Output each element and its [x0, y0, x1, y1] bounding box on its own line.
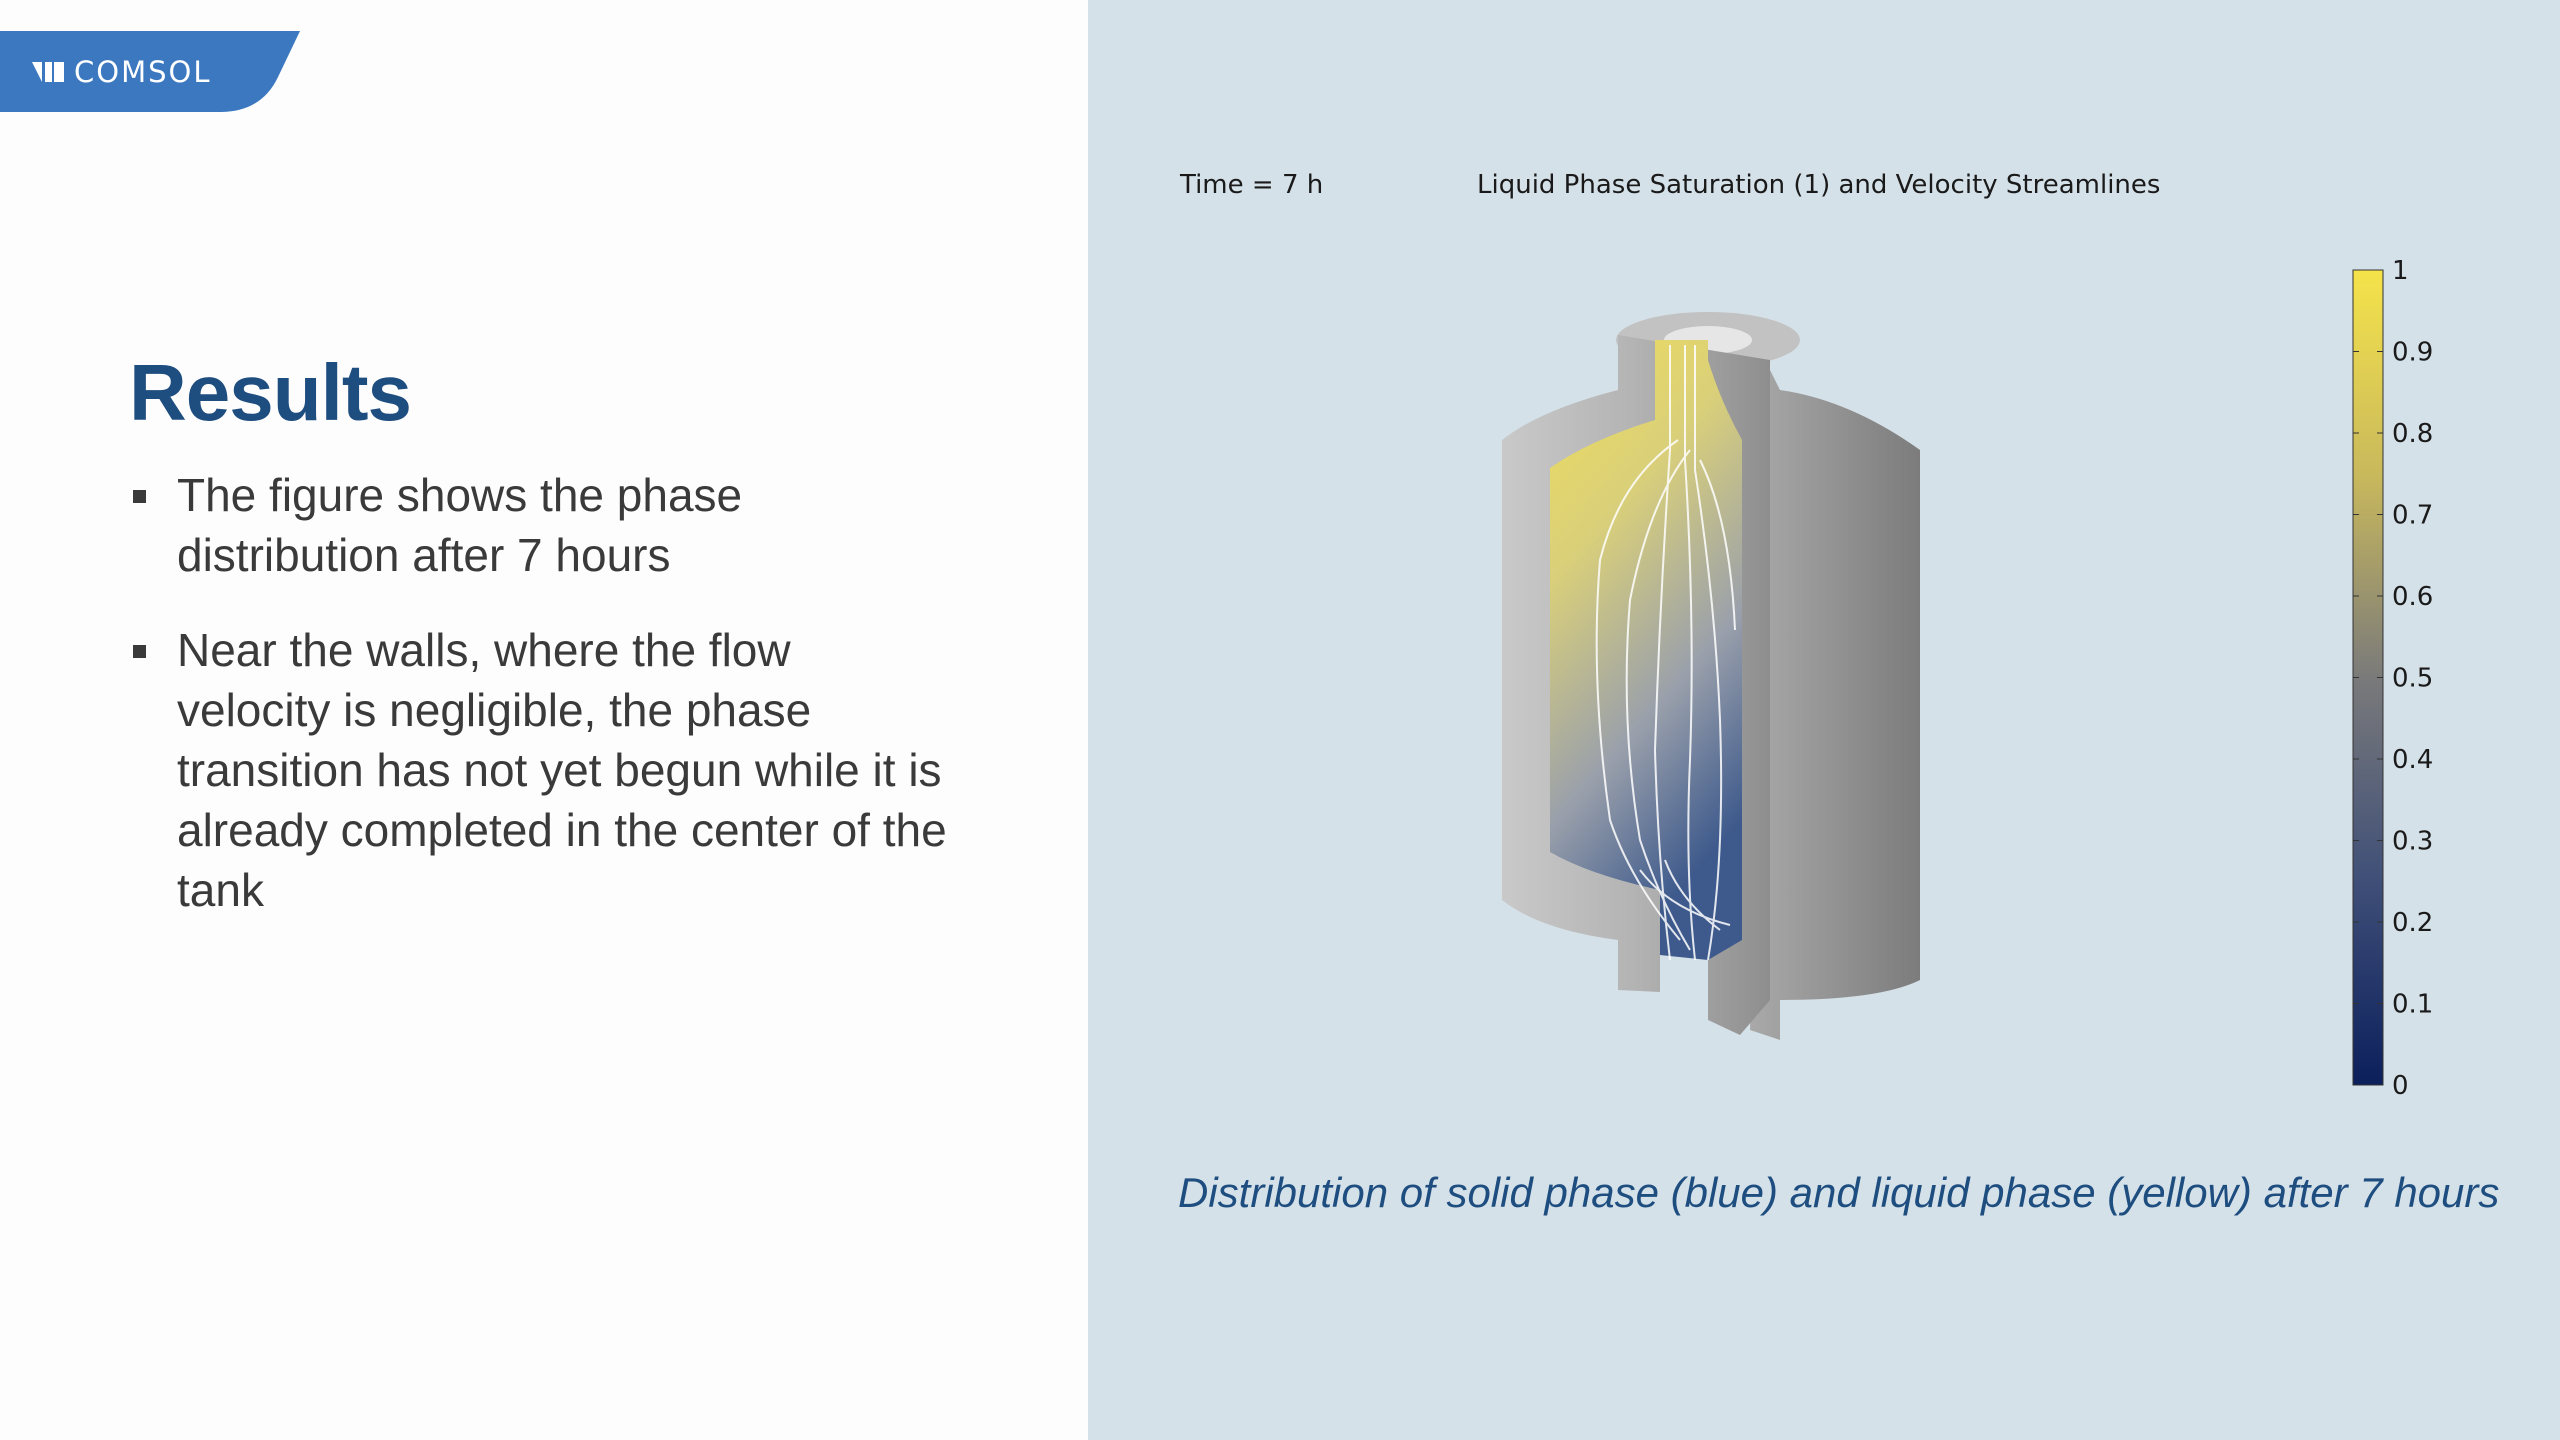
figure-caption: Distribution of solid phase (blue) and liquid phase (yellow) after 7 hours [1178, 1169, 2500, 1216]
colorbar-tick-label: 0 [2392, 1071, 2409, 1101]
colorbar [2340, 255, 2480, 1105]
bullet-square-icon [133, 490, 146, 503]
bullet-list [129, 465, 949, 955]
bullet-text: The figure shows the phase distribution after 7 hours [177, 469, 743, 581]
slide-title: Results [129, 348, 411, 437]
bullet-item [129, 620, 949, 920]
plot-title: Liquid Phase Saturation (1) and Velocity Streamlines [1477, 170, 2161, 200]
colorbar-tick-label: 0.6 [2392, 582, 2434, 612]
colorbar-tick-label: 1 [2392, 256, 2409, 286]
colorbar-tick-label: 0.7 [2392, 500, 2434, 531]
comsol-logo-icon [32, 62, 68, 82]
colorbar-tick-label: 0.8 [2392, 419, 2434, 449]
colorbar-tick-label: 0.5 [2392, 663, 2434, 694]
colorbar-tick-label: 0.1 [2392, 989, 2434, 1020]
bullet-item [129, 465, 949, 585]
colorbar-tick-label: 0.9 [2392, 337, 2434, 368]
colorbar-tick-label: 0.3 [2392, 826, 2434, 857]
colorbar-tick-label: 0.4 [2392, 745, 2434, 775]
bullet-square-icon [133, 645, 146, 658]
tank-cutaway-image [1480, 300, 1940, 1040]
colorbar-tick-label: 0.2 [2392, 908, 2434, 938]
logo-text: COMSOL [74, 55, 212, 89]
plot-time-label: Time = 7 h [1180, 170, 1324, 200]
bullet-text: Near the walls, where the flow velocity is negligible, the phase transition has not yet begun while it is already completed in the center of the tank [177, 624, 947, 916]
